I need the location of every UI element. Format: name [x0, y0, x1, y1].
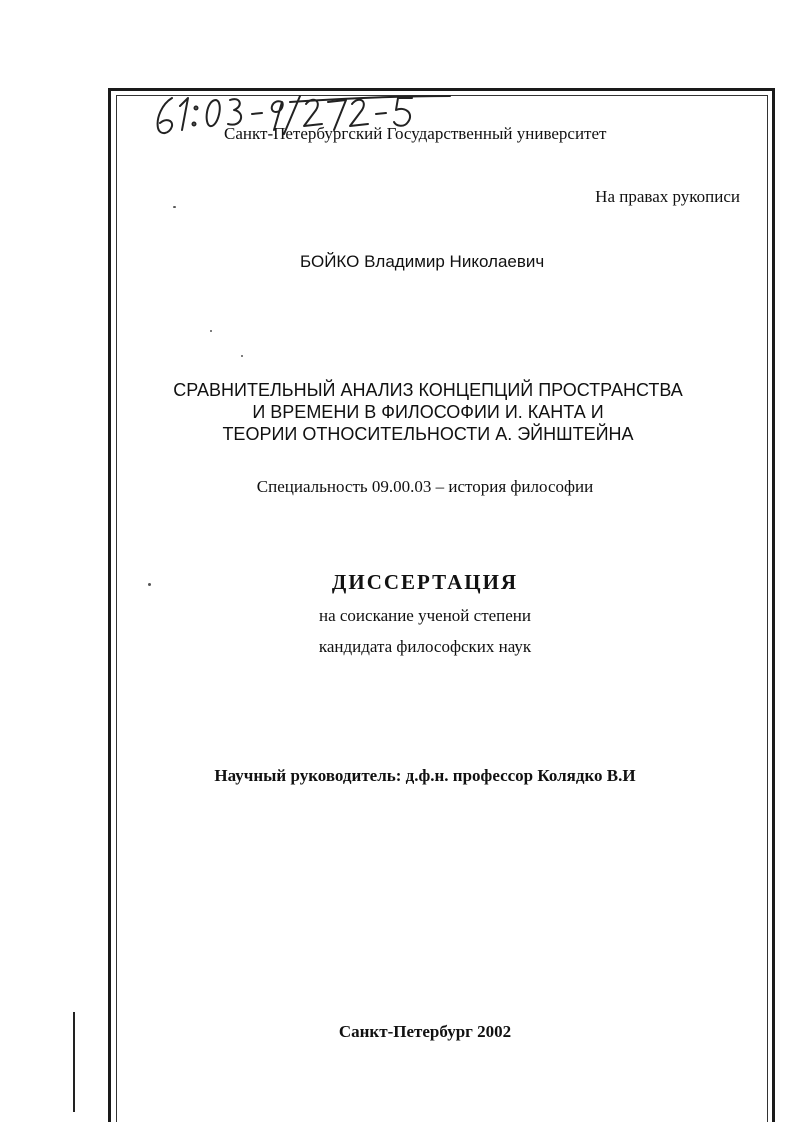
margin-scan-line — [73, 1012, 75, 1112]
degree-line-2: кандидата философских наук — [318, 637, 532, 656]
city-year: Санкт-Петербург 2002 — [338, 1022, 512, 1041]
scan-speck — [241, 355, 243, 357]
specialty: Специальность 09.00.03 – история философии — [256, 477, 594, 496]
dissertation-title — [150, 379, 706, 445]
rights-note: На правах рукописи — [595, 187, 740, 206]
title-line: СРАВНИТЕЛЬНЫЙ АНАЛИЗ КОНЦЕПЦИЙ ПРОСТРАНСТВА — [173, 380, 683, 400]
scan-speck — [173, 206, 176, 208]
degree-line-1: на соискание ученой степени — [318, 606, 532, 625]
title-line: ТЕОРИИ ОТНОСИТЕЛЬНОСТИ А. ЭЙНШТЕЙНА — [222, 424, 634, 444]
supervisor: Научный руководитель: д.ф.н. профессор Колядко В.И — [214, 766, 636, 785]
scan-speck — [210, 330, 212, 332]
title-line: И ВРЕМЕНИ В ФИЛОСОФИИ И. КАНТА И — [252, 402, 604, 422]
university-name: Санкт-Петербургский Государственный университет — [224, 124, 607, 143]
author-name: БОЙКО Владимир Николаевич — [300, 252, 545, 271]
document-type: ДИССЕРТАЦИЯ — [331, 570, 519, 594]
scan-speck — [148, 583, 151, 586]
